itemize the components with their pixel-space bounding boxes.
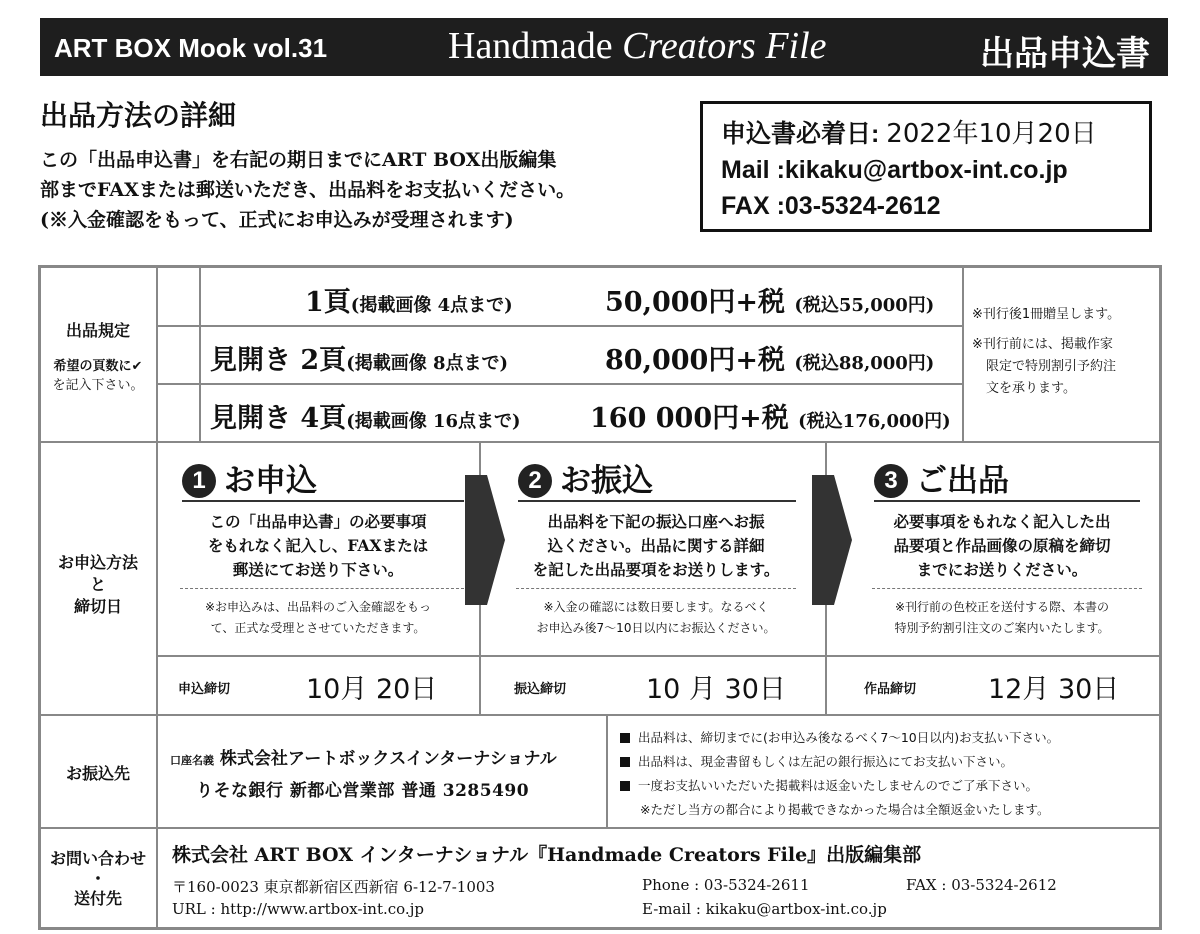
plan-images: (掲載画像 16点まで) (346, 411, 521, 432)
payment-note-3 (620, 776, 1038, 794)
plan-tax: (税込55,000円) (794, 295, 935, 316)
step-3-rule (874, 500, 1140, 502)
step-1-body-line: 郵送にてお送り下さい。 (232, 560, 404, 579)
section-divider-steps (40, 714, 1160, 716)
plan-name (210, 396, 521, 435)
step-1-body-line: この「出品申込書」の必要事項 (209, 512, 427, 531)
procedure-label-2: と (89, 575, 106, 594)
plan-price (605, 280, 934, 319)
method-line-3: (※入金確認をもって、正式にお申込みが受理されます) (40, 209, 514, 231)
payment-note-text: 出品料は、締切までに(お申込み後なるべく7〜10日以内)お支払い下さい。 (638, 730, 1060, 745)
step-1-deadline-label: 申込締切 (178, 682, 231, 697)
bank-account-label: 口座名義 (170, 754, 214, 767)
plan-images: (掲載画像 4点まで) (350, 295, 513, 316)
payment-note-4: ※ただし当方の都合により掲載できなかった場合は全額返金いたします。 (640, 802, 1050, 817)
step-3-note-line: 特別予約割引注文のご案内いたします。 (894, 621, 1110, 635)
step-1-note-line: て、正式な受理とさせていただきます。 (210, 621, 426, 635)
step-2-dash (516, 588, 796, 589)
deadline-fax: FAX :03-5324-2612 (721, 192, 941, 220)
step-2-body-line: を記した出品要項をお送りします。 (532, 560, 780, 579)
plan-checkbox-1[interactable] (162, 280, 194, 312)
step-3-body-line: 品要項と作品画像の原稿を締切 (893, 536, 1111, 555)
step-2-title-text: お振込 (560, 463, 653, 499)
step-1-body-line: をもれなく記入し、FAXまたは (207, 536, 429, 555)
step-2-deadline-label: 振込締切 (514, 682, 567, 697)
section-divider-bank (40, 827, 1160, 829)
payment-note-2 (620, 752, 1013, 770)
plans-label: 出品規定 (65, 321, 130, 340)
plan-checkbox-2[interactable] (162, 338, 194, 370)
contact-fax: FAX : 03-5324-2612 (906, 876, 1057, 894)
bank-notes-divider (606, 714, 608, 828)
plan-images: (掲載画像 8点まで) (346, 353, 509, 374)
plan-divider-1 (156, 325, 962, 327)
form-title: 出品申込書 (980, 34, 1150, 74)
arrow-2-icon (812, 475, 852, 605)
step-2-note (498, 597, 814, 639)
magazine-title (448, 24, 827, 68)
payment-note-1 (620, 728, 1059, 746)
step-1-deadline-date: 10月 20日 (306, 674, 438, 705)
step-3-title (874, 455, 1009, 500)
plans-sub-2: を記入下さい。 (52, 378, 144, 393)
plans-note-4: 文を承ります。 (986, 381, 1076, 396)
title-italic: Creators File (622, 25, 827, 67)
contact-label-1: お問い合わせ (49, 849, 146, 868)
contact-label-2: ・ (89, 869, 106, 888)
deadline-row-divider (156, 655, 1160, 657)
plans-note-2: ※刊行前には、掲載作家 (972, 337, 1113, 352)
deadline-box (700, 101, 1152, 232)
step-1-note-line: ※お申込みは、出品料のご入金確認をもっ (204, 600, 432, 614)
step-3-deadline-label: 作品締切 (864, 682, 917, 697)
step-3-note (852, 597, 1152, 639)
method-title: 出品方法の詳細 (40, 99, 237, 132)
contact-title: 株式会社 ART BOX インターナショナル『Handmade Creators File』出版編集部 (172, 844, 922, 866)
step-2-body-line: 出品料を下記の振込口座へお振 (547, 512, 765, 531)
step-1-title-text: お申込 (224, 463, 317, 499)
step-2-note-line: お申込み後7〜10日以内にお振込ください。 (536, 621, 776, 635)
step-2-deadline-date: 10 月 30日 (646, 674, 786, 705)
plan-name-text: 見開き 2頁 (210, 345, 347, 376)
step-3-deadline-date: 12月 30日 (988, 674, 1120, 705)
step-3-title-text: ご出品 (916, 463, 1009, 499)
contact-address: 〒160-0023 東京都新宿区西新宿 6-12-7-1003 (172, 878, 495, 896)
step-2-title (518, 455, 653, 500)
section-divider-plans (40, 441, 1160, 443)
plan-checkbox-3[interactable] (162, 396, 194, 428)
title-main: Handmade (448, 25, 623, 67)
step-1-body (162, 510, 474, 582)
procedure-label-1: お申込方法 (57, 553, 138, 572)
plans-note-1: ※刊行後1冊贈呈します。 (972, 307, 1121, 322)
bullet-square-icon (620, 733, 630, 743)
bullet-square-icon (620, 757, 630, 767)
step-number-3-icon: 3 (874, 464, 908, 498)
plan-price-text: 160 000円+税 (590, 403, 789, 434)
step-2-note-line: ※入金の確認には数日要します。なるべく (543, 600, 769, 614)
step-3-dash (872, 588, 1142, 589)
method-line-2: 部までFAXまたは郵送いただき、出品料をお支払いください。 (40, 179, 576, 201)
step-2-body-line: 込ください。出品に関する詳細 (547, 536, 765, 555)
plan-name (210, 338, 508, 377)
bank-branch: りそな銀行 新都心営業部 普通 3285490 (196, 781, 530, 801)
deadline-mail[interactable]: Mail :kikaku@artbox-int.co.jp (721, 156, 1068, 184)
deadline-date: 2022年10月20日 (886, 119, 1097, 149)
bullet-square-icon (620, 781, 630, 791)
plan-price-text: 80,000円+税 (605, 345, 785, 376)
contact-url[interactable]: URL : http://www.artbox-int.co.jp (172, 900, 424, 918)
plan-tax: (税込176,000円) (798, 411, 951, 432)
bank-account-line (170, 744, 557, 769)
plans-sub-1: 希望の頁数に✔ (53, 359, 143, 374)
step-3-note-line: ※刊行前の色校正を送付する際、本書の (894, 600, 1110, 614)
bank-account-name: 株式会社アートボックスインターナショナル (219, 749, 557, 769)
contact-email[interactable]: E-mail : kikaku@artbox-int.co.jp (642, 900, 887, 918)
step-2-rule (518, 500, 796, 502)
mook-title: ART BOX Mook vol.31 (54, 33, 328, 63)
plan-name (305, 280, 513, 319)
header-bar (40, 18, 1168, 76)
deadline-label: 申込書必着日: (721, 120, 880, 148)
payment-note-text: 一度お支払いいただいた掲載料は返金いたしませんのでご了承下さい。 (638, 778, 1039, 793)
plan-price-text: 50,000円+税 (605, 287, 785, 318)
step-3-body-line: までにお送りください。 (916, 560, 1088, 579)
step-2-body (498, 510, 814, 582)
plan-price (605, 338, 934, 377)
plan-tax: (税込88,000円) (794, 353, 935, 374)
step-1-dash (180, 588, 464, 589)
notes-column-divider (962, 267, 964, 441)
step-number-1-icon: 1 (182, 464, 216, 498)
step-1-title (182, 455, 317, 500)
contact-phone: Phone : 03-5324-2611 (642, 876, 810, 894)
contact-label-3: 送付先 (73, 889, 122, 908)
checkbox-column-divider (199, 267, 201, 441)
step-3-body (852, 510, 1152, 582)
step-1-note (162, 597, 474, 639)
plans-note-3: 限定で特別割引予約注 (986, 359, 1117, 374)
plan-name-text: 1頁 (305, 287, 351, 318)
method-line-1: この「出品申込書」を右記の期日までにART BOX出版編集 (40, 149, 557, 171)
step-number-2-icon: 2 (518, 464, 552, 498)
deadline-row (721, 116, 1149, 152)
bank-label: お振込先 (65, 764, 130, 783)
plan-price (590, 396, 951, 435)
procedure-label-3: 締切日 (73, 597, 122, 616)
step-3-body-line: 必要事項をもれなく記入した出 (893, 512, 1111, 531)
step-1-rule (182, 500, 464, 502)
plan-divider-2 (156, 383, 962, 385)
plan-name-text: 見開き 4頁 (210, 403, 347, 434)
payment-note-text: 出品料は、現金書留もしくは左記の銀行振込にてお支払い下さい。 (638, 754, 1014, 769)
